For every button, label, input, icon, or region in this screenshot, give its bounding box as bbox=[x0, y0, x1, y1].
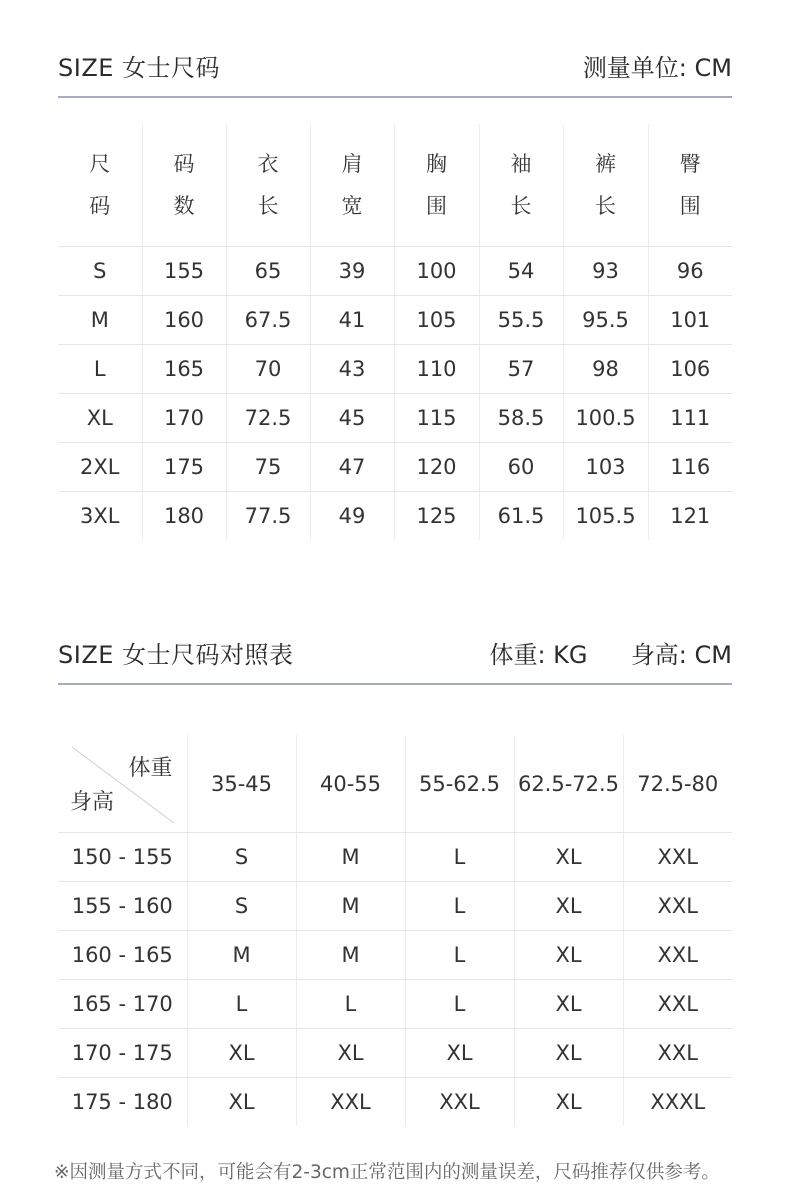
measurement-cell: 165 bbox=[142, 345, 226, 394]
size-guide-units bbox=[489, 640, 732, 670]
measurement-cell: 180 bbox=[142, 492, 226, 541]
table-row bbox=[58, 1029, 732, 1078]
measurement-cell: 120 bbox=[394, 443, 479, 492]
weight-range-header: 72.5-80 bbox=[623, 735, 732, 833]
measurement-cell: 121 bbox=[648, 492, 732, 541]
measurement-cell: 106 bbox=[648, 345, 732, 394]
height-range-cell: 170 - 175 bbox=[58, 1029, 187, 1078]
column-header bbox=[310, 124, 394, 247]
measurement-cell: 75 bbox=[226, 443, 310, 492]
measurement-cell: 61.5 bbox=[479, 492, 563, 541]
table-row bbox=[58, 1078, 732, 1127]
table-header-row bbox=[58, 124, 732, 247]
column-header bbox=[394, 124, 479, 247]
measurement-cell: 115 bbox=[394, 394, 479, 443]
table-row bbox=[58, 833, 732, 882]
measurement-cell: 93 bbox=[563, 247, 648, 296]
header-char: 数 bbox=[173, 194, 195, 218]
recommended-size-cell: M bbox=[296, 882, 405, 931]
measurement-cell: 175 bbox=[142, 443, 226, 492]
size-guide-header bbox=[58, 640, 732, 670]
height-range-cell: 165 - 170 bbox=[58, 980, 187, 1029]
measurement-cell: 65 bbox=[226, 247, 310, 296]
table-row bbox=[58, 443, 732, 492]
height-range-cell: 160 - 165 bbox=[58, 931, 187, 980]
column-header bbox=[479, 124, 563, 247]
measurement-cell: 95.5 bbox=[563, 296, 648, 345]
measurement-cell: 105.5 bbox=[563, 492, 648, 541]
recommended-size-cell: L bbox=[405, 931, 514, 980]
size-recommendation-table bbox=[58, 735, 732, 1126]
measurement-cell: 39 bbox=[310, 247, 394, 296]
size-measurement-table bbox=[58, 124, 732, 540]
recommended-size-cell: L bbox=[405, 980, 514, 1029]
measurement-cell: 96 bbox=[648, 247, 732, 296]
corner-height-label: 身高 bbox=[70, 790, 115, 815]
header-char: 宽 bbox=[341, 194, 363, 218]
recommended-size-cell: XXXL bbox=[623, 1078, 732, 1127]
recommended-size-cell: XL bbox=[514, 931, 623, 980]
height-range-cell: 155 - 160 bbox=[58, 882, 187, 931]
size-cell: 2XL bbox=[58, 443, 142, 492]
height-range-cell: 150 - 155 bbox=[58, 833, 187, 882]
recommended-size-cell: XL bbox=[405, 1029, 514, 1078]
header-char: 衣 bbox=[257, 152, 279, 176]
weight-range-header: 62.5-72.5 bbox=[514, 735, 623, 833]
recommended-size-cell: S bbox=[187, 833, 296, 882]
header-char: 肩 bbox=[341, 152, 363, 176]
measurement-cell: 170 bbox=[142, 394, 226, 443]
measurement-cell: 70 bbox=[226, 345, 310, 394]
recommended-size-cell: M bbox=[296, 833, 405, 882]
recommended-size-cell: XL bbox=[187, 1029, 296, 1078]
header-char: 码 bbox=[173, 152, 195, 176]
column-header bbox=[563, 124, 648, 247]
measurement-cell: 49 bbox=[310, 492, 394, 541]
table-row bbox=[58, 882, 732, 931]
measurement-cell: 58.5 bbox=[479, 394, 563, 443]
table-row bbox=[58, 296, 732, 345]
measurement-cell: 110 bbox=[394, 345, 479, 394]
recommended-size-cell: S bbox=[187, 882, 296, 931]
measurement-cell: 155 bbox=[142, 247, 226, 296]
table-row bbox=[58, 931, 732, 980]
weight-range-header: 55-62.5 bbox=[405, 735, 514, 833]
recommended-size-cell: XXL bbox=[623, 1029, 732, 1078]
recommended-size-cell: XL bbox=[296, 1029, 405, 1078]
recommended-size-cell: XXL bbox=[623, 931, 732, 980]
recommended-size-cell: L bbox=[296, 980, 405, 1029]
size-cell: S bbox=[58, 247, 142, 296]
recommended-size-cell: XXL bbox=[623, 882, 732, 931]
measurement-cell: 41 bbox=[310, 296, 394, 345]
size-cell: XL bbox=[58, 394, 142, 443]
header-char: 裤 bbox=[595, 152, 616, 176]
measurement-cell: 111 bbox=[648, 394, 732, 443]
measurement-cell: 57 bbox=[479, 345, 563, 394]
corner-weight-label: 体重 bbox=[128, 756, 173, 781]
measurement-cell: 55.5 bbox=[479, 296, 563, 345]
table-row bbox=[58, 394, 732, 443]
size-cell: M bbox=[58, 296, 142, 345]
corner-header-cell bbox=[58, 735, 187, 833]
header-char: 围 bbox=[679, 194, 701, 218]
header-char: 围 bbox=[426, 194, 447, 218]
header-char: 袖 bbox=[510, 152, 532, 176]
recommended-size-cell: XXL bbox=[405, 1078, 514, 1127]
header-char: 长 bbox=[595, 194, 616, 218]
table-row bbox=[58, 492, 732, 541]
size-chart-title: SIZE 女士尺码 bbox=[58, 54, 221, 82]
column-header bbox=[142, 124, 226, 247]
measurement-cell: 54 bbox=[479, 247, 563, 296]
footnote: ※因测量方式不同，可能会有2-3cm正常范围内的测量误差，尺码推荐仅供参考。 bbox=[54, 1162, 720, 1183]
header-char: 胸 bbox=[426, 152, 447, 176]
measurement-cell: 103 bbox=[563, 443, 648, 492]
recommended-size-cell: L bbox=[405, 833, 514, 882]
weight-unit-label: 体重: KG bbox=[489, 641, 588, 669]
column-header bbox=[58, 124, 142, 247]
measurement-cell: 100 bbox=[394, 247, 479, 296]
recommended-size-cell: M bbox=[296, 931, 405, 980]
recommended-size-cell: XXL bbox=[623, 980, 732, 1029]
column-header bbox=[648, 124, 732, 247]
header-char: 长 bbox=[510, 194, 532, 218]
measurement-cell: 60 bbox=[479, 443, 563, 492]
measurement-cell: 72.5 bbox=[226, 394, 310, 443]
header-char: 尺 bbox=[89, 152, 111, 176]
measurement-cell: 98 bbox=[563, 345, 648, 394]
recommended-size-cell: M bbox=[187, 931, 296, 980]
measurement-cell: 100.5 bbox=[563, 394, 648, 443]
table-row bbox=[58, 980, 732, 1029]
diagonal-line bbox=[58, 735, 187, 832]
column-header bbox=[226, 124, 310, 247]
table-header-row bbox=[58, 735, 732, 833]
recommended-size-cell: XL bbox=[514, 1029, 623, 1078]
recommended-size-cell: XL bbox=[187, 1078, 296, 1127]
header-divider bbox=[58, 683, 732, 685]
measurement-unit-label: 测量单位: CM bbox=[582, 54, 732, 82]
table-row bbox=[58, 345, 732, 394]
measurement-cell: 105 bbox=[394, 296, 479, 345]
recommended-size-cell: XL bbox=[514, 1078, 623, 1127]
size-chart-header bbox=[58, 53, 732, 83]
measurement-cell: 116 bbox=[648, 443, 732, 492]
measurement-cell: 101 bbox=[648, 296, 732, 345]
recommended-size-cell: XL bbox=[514, 882, 623, 931]
recommended-size-cell: XXL bbox=[623, 833, 732, 882]
measurement-cell: 45 bbox=[310, 394, 394, 443]
measurement-cell: 77.5 bbox=[226, 492, 310, 541]
header-divider bbox=[58, 96, 732, 98]
recommended-size-cell: XXL bbox=[296, 1078, 405, 1127]
header-char: 码 bbox=[89, 194, 111, 218]
weight-range-header: 40-55 bbox=[296, 735, 405, 833]
size-guide-title: SIZE 女士尺码对照表 bbox=[58, 641, 294, 669]
measurement-cell: 67.5 bbox=[226, 296, 310, 345]
recommended-size-cell: L bbox=[187, 980, 296, 1029]
measurement-cell: 125 bbox=[394, 492, 479, 541]
height-unit-label: 身高: CM bbox=[630, 641, 732, 669]
recommended-size-cell: XL bbox=[514, 833, 623, 882]
measurement-cell: 47 bbox=[310, 443, 394, 492]
size-cell: 3XL bbox=[80, 504, 120, 528]
recommended-size-cell: L bbox=[405, 882, 514, 931]
header-char: 臀 bbox=[679, 152, 701, 176]
header-char: 长 bbox=[257, 194, 279, 218]
height-range-cell: 175 - 180 bbox=[71, 1090, 173, 1114]
size-cell: L bbox=[58, 345, 142, 394]
measurement-cell: 160 bbox=[142, 296, 226, 345]
table-row bbox=[58, 247, 732, 296]
measurement-cell: 43 bbox=[310, 345, 394, 394]
weight-range-header: 35-45 bbox=[187, 735, 296, 833]
recommended-size-cell: XL bbox=[514, 980, 623, 1029]
